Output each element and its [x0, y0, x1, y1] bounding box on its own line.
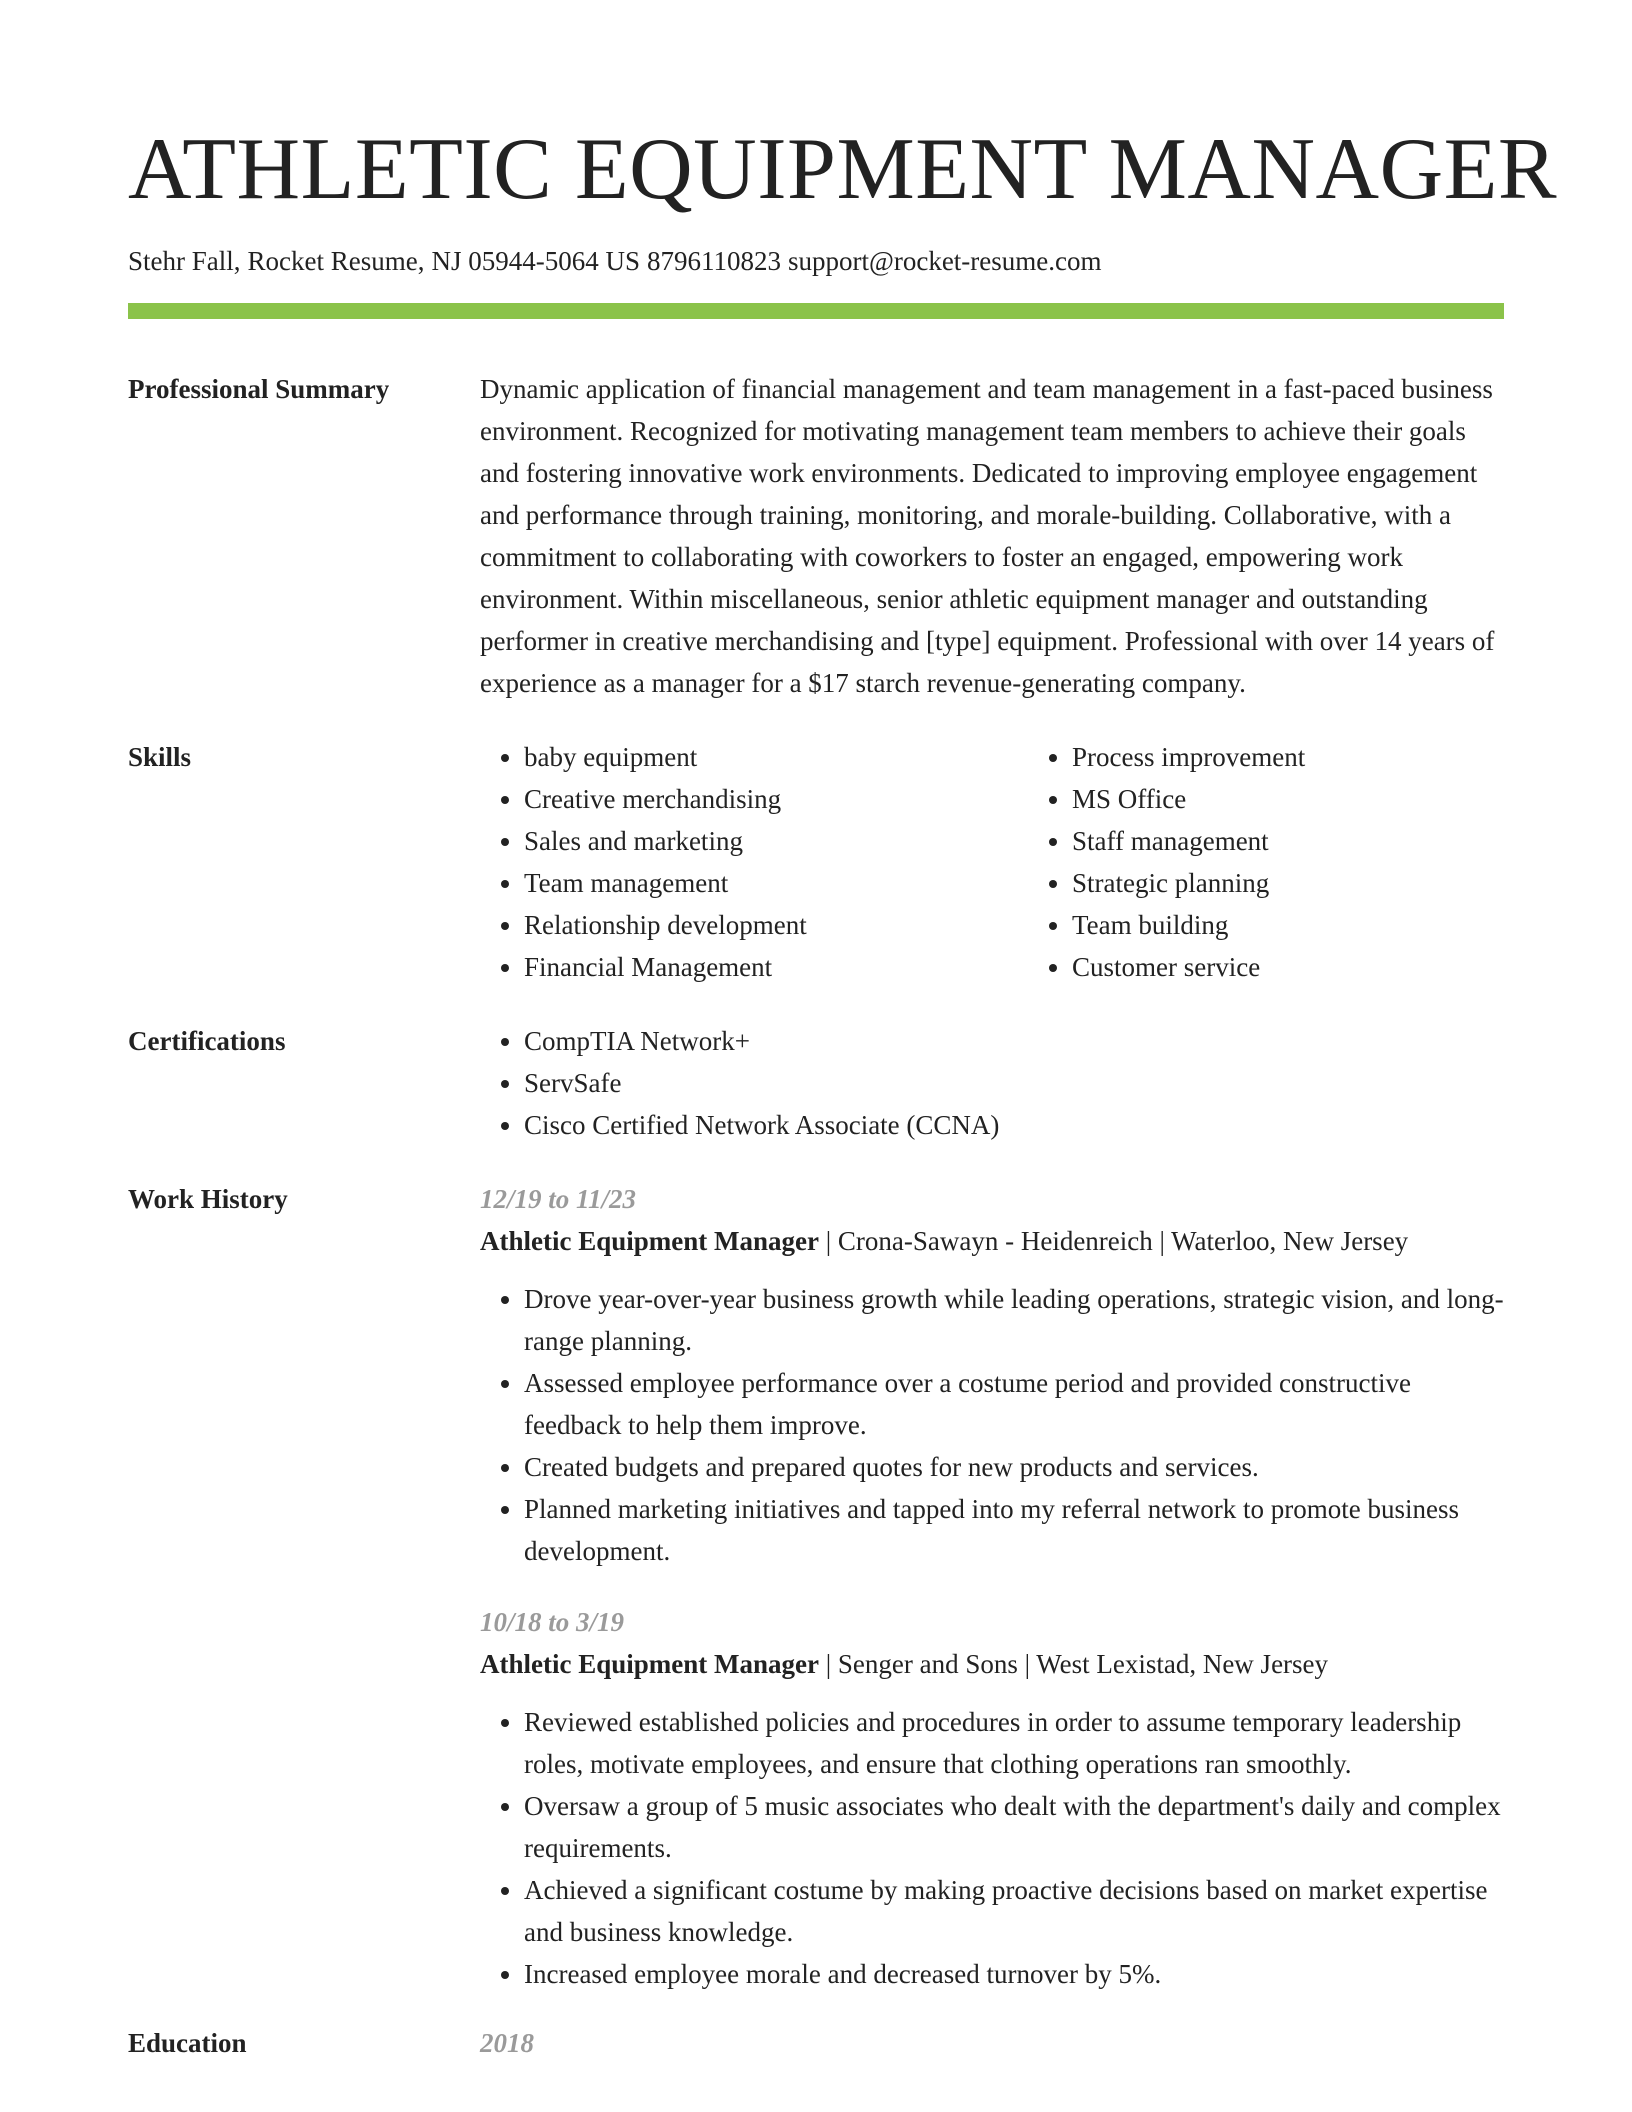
job-bullet: • Reviewed established policies and procedures in order to assume temporary leadership roles, motivate employees, and ensure that clothing operations ran smoothly. — [524, 1701, 1504, 1785]
certifications-list — [480, 1020, 1504, 1146]
education-date: 2018 — [480, 2028, 534, 2058]
job-dates: 10/18 to 3/19 — [480, 1607, 625, 1637]
contact-company: Rocket Resume, — [247, 246, 425, 276]
section-certifications — [128, 1020, 1504, 1146]
section-professional-summary — [128, 368, 1504, 704]
resume-page — [128, 0, 1558, 2064]
job-bullet: • Increased employee morale and decreased turnover by 5%. — [524, 1953, 1504, 1995]
job-title: Athletic Equipment Manager — [480, 1649, 819, 1679]
job-header — [480, 1220, 1504, 1262]
accent-divider — [128, 303, 1504, 319]
job-entry — [480, 1601, 1504, 1995]
section-skills — [128, 736, 1504, 988]
job-bullets — [480, 1278, 1504, 1572]
skill-item: • Creative merchandising — [524, 778, 1028, 820]
contact-email[interactable]: support@rocket-resume.com — [787, 246, 1102, 276]
contact-name: Stehr Fall, — [128, 246, 241, 276]
job-bullet: • Created budgets and prepared quotes for new products and services. — [524, 1446, 1504, 1488]
job-entry — [480, 1178, 1504, 1572]
skill-item: • Relationship development — [524, 904, 1028, 946]
section-body — [480, 368, 1504, 704]
summary-text: Dynamic application of financial management and team management in a fast-paced business environment. Recognized for motivating management team members to achieve their goals and fostering innovative work environments. Dedicated to improving employee engagement and performance through training, monitoring, and morale-building. Collaborative, with a commitment to collaborating with coworkers to foster an engaged, empowering work environment. Within miscellaneous, senior athletic equipment manager and outstanding performer in creative merchandising and [type] equipment. Professional with over 14 years of experience as a manager for a $17 starch revenue-generating company. — [480, 374, 1495, 698]
job-details: | Senger and Sons | West Lexistad, New Jersey — [818, 1649, 1329, 1679]
skill-item: • MS Office — [1072, 778, 1532, 820]
skill-item: • baby equipment — [524, 736, 1028, 778]
section-label: Certifications — [128, 1026, 286, 1056]
skill-item: • Process improvement — [1072, 736, 1532, 778]
job-bullet: • Oversaw a group of 5 music associates who dealt with the department's daily and complex requirements. — [524, 1785, 1504, 1869]
job-title: Athletic Equipment Manager — [480, 1226, 819, 1256]
skills-columns — [480, 736, 1532, 988]
skills-list-right — [1028, 736, 1532, 988]
job-bullet: • Assessed employee performance over a costume period and provided constructive feedback to help them improve. — [524, 1362, 1504, 1446]
skill-item: • Financial Management — [524, 946, 1028, 988]
contact-line — [128, 242, 1504, 280]
section-label: Skills — [128, 742, 192, 772]
skills-list-left — [480, 736, 1028, 988]
section-work-history — [128, 1178, 1504, 1995]
skill-item: • Staff management — [1072, 820, 1532, 862]
section-label: Education — [128, 2028, 247, 2058]
job-bullet: • Planned marketing initiatives and tapped into my referral network to promote business development. — [524, 1488, 1504, 1572]
certification-item: • CompTIA Network+ — [524, 1020, 1504, 1062]
job-bullets — [480, 1701, 1504, 1995]
job-dates: 12/19 to 11/23 — [480, 1184, 637, 1214]
job-bullet: • Drove year-over-year business growth while leading operations, strategic vision, and long-range planning. — [524, 1278, 1504, 1362]
certification-item: • ServSafe — [524, 1062, 1504, 1104]
contact-region: NJ 05944-5064 US — [431, 246, 640, 276]
job-details: | Crona-Sawayn - Heidenreich | Waterloo, New Jersey — [818, 1226, 1409, 1256]
job-header — [480, 1643, 1504, 1685]
job-bullet: • Achieved a significant costume by making proactive decisions based on market expertise and business knowledge. — [524, 1869, 1504, 1953]
skill-item: • Team management — [524, 862, 1028, 904]
resume-title: ATHLETIC EQUIPMENT MANAGER — [128, 121, 1558, 218]
contact-phone: 8796110823 — [646, 246, 781, 276]
certification-item: • Cisco Certified Network Associate (CCNA) — [524, 1104, 1504, 1146]
section-label: Professional Summary — [128, 374, 390, 404]
section-education — [128, 2022, 1504, 2064]
skill-item: • Customer service — [1072, 946, 1532, 988]
skill-item: • Sales and marketing — [524, 820, 1028, 862]
section-body — [480, 2022, 1504, 2064]
section-body — [480, 1178, 1504, 1995]
skill-item: • Team building — [1072, 904, 1532, 946]
section-label: Work History — [128, 1184, 288, 1214]
section-body — [480, 1020, 1504, 1146]
skill-item: • Strategic planning — [1072, 862, 1532, 904]
